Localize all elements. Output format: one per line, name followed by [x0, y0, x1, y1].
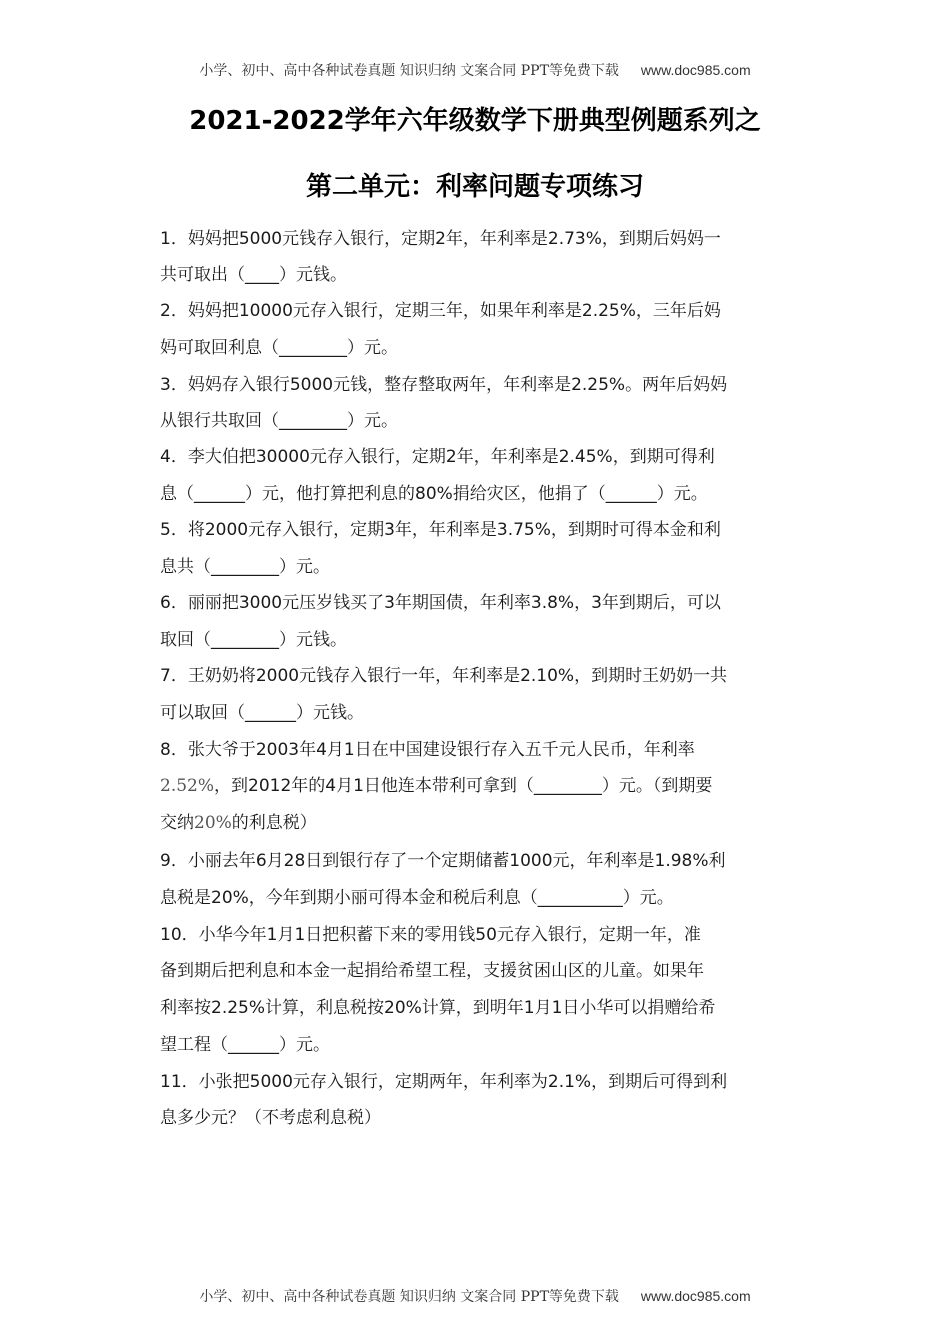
page-title-line1: 2021-2022学年六年级数学下册典型例题系列之	[189, 106, 761, 136]
question-6-line1: 6．丽丽把3000元压岁钱买了3年期国债，年利率3.8%，3年到期后，可以	[160, 593, 721, 613]
question-10-line1: 10．小华今年1月1日把积蓄下来的零用钱50元存入银行，定期一年，准	[160, 925, 701, 945]
question-10-line2: 备到期后把利息和本金一起捐给希望工程，支援贫困山区的儿童。如果年	[160, 961, 704, 981]
footer-text: 小学、初中、高中各种试卷真题 知识归纳 文案合同 PPT等免费下载	[199, 1289, 619, 1305]
question-9-line1: 9．小丽去年6月28日到银行存了一个定期储蓄1000元，年利率是1.98%利	[160, 851, 726, 871]
question-8-line3-b: 的利息税）	[231, 813, 317, 833]
page-title-line2: 第二单元：利率问题专项练习	[305, 172, 644, 202]
question-8-line2	[160, 771, 800, 796]
question-2-line2: 妈可取回利息（________）元。	[160, 338, 398, 358]
question-8-line2-text: ，到2012年的4月1日他连本带利可拿到（________）元。（到期要	[214, 776, 713, 796]
question-1-line1: 1．妈妈把5000元钱存入银行，定期2年，年利率是2.73%，到期后妈妈一	[160, 229, 721, 249]
question-11-line2: 息多少元？（不考虑利息税）	[160, 1108, 381, 1128]
header-text: 小学、初中、高中各种试卷真题 知识归纳 文案合同 PPT等免费下载	[199, 63, 619, 79]
footer-site: www.doc985.com	[640, 1288, 751, 1304]
question-8-tax: 20%	[194, 813, 232, 833]
header-site: www.doc985.com	[640, 62, 751, 78]
question-10-line4: 望工程（______）元。	[160, 1035, 330, 1055]
question-3-line2: 从银行共取回（________）元。	[160, 411, 398, 431]
question-7-line1: 7．王奶奶将2000元钱存入银行一年，年利率是2.10%，到期时王奶奶一共	[160, 666, 728, 686]
question-8-rate: 2.52%	[160, 776, 215, 796]
question-5-line2: 息共（________）元。	[160, 557, 330, 577]
question-8-line1: 8．张大爷于2003年4月1日在中国建设银行存入五千元人民币，年利率	[160, 740, 695, 760]
question-7-line2: 可以取回（______）元钱。	[160, 703, 364, 723]
question-8-line3	[160, 808, 800, 833]
question-5-line1: 5．将2000元存入银行，定期3年，年利率是3.75%，到期时可得本金和利	[160, 520, 721, 540]
question-4-line2: 息（______）元，他打算把利息的80%捐给灾区，他捐了（______）元。	[160, 484, 708, 504]
question-11-line1: 11．小张把5000元存入银行，定期两年，年利率为2.1%，到期后可得到利	[160, 1072, 728, 1092]
question-2-line1: 2．妈妈把10000元存入银行，定期三年，如果年利率是2.25%，三年后妈	[160, 301, 721, 321]
question-9-line2: 息税是20%，今年到期小丽可得本金和税后利息（__________）元。	[160, 888, 674, 908]
header-banner	[0, 60, 950, 80]
question-10-line3: 利率按2.25%计算，利息税按20%计算，到明年1月1日小华可以捐赠给希	[160, 998, 716, 1018]
question-4-line1: 4．李大伯把30000元存入银行，定期2年，年利率是2.45%，到期可得利	[160, 447, 715, 467]
question-8-line3-a: 交纳	[160, 813, 194, 833]
question-6-line2: 取回（________）元钱。	[160, 630, 347, 650]
question-3-line1: 3．妈妈存入银行5000元钱，整存整取两年，年利率是2.25%。两年后妈妈	[160, 375, 728, 395]
question-1-line2: 共可取出（____）元钱。	[160, 265, 347, 285]
footer-banner	[0, 1286, 950, 1306]
